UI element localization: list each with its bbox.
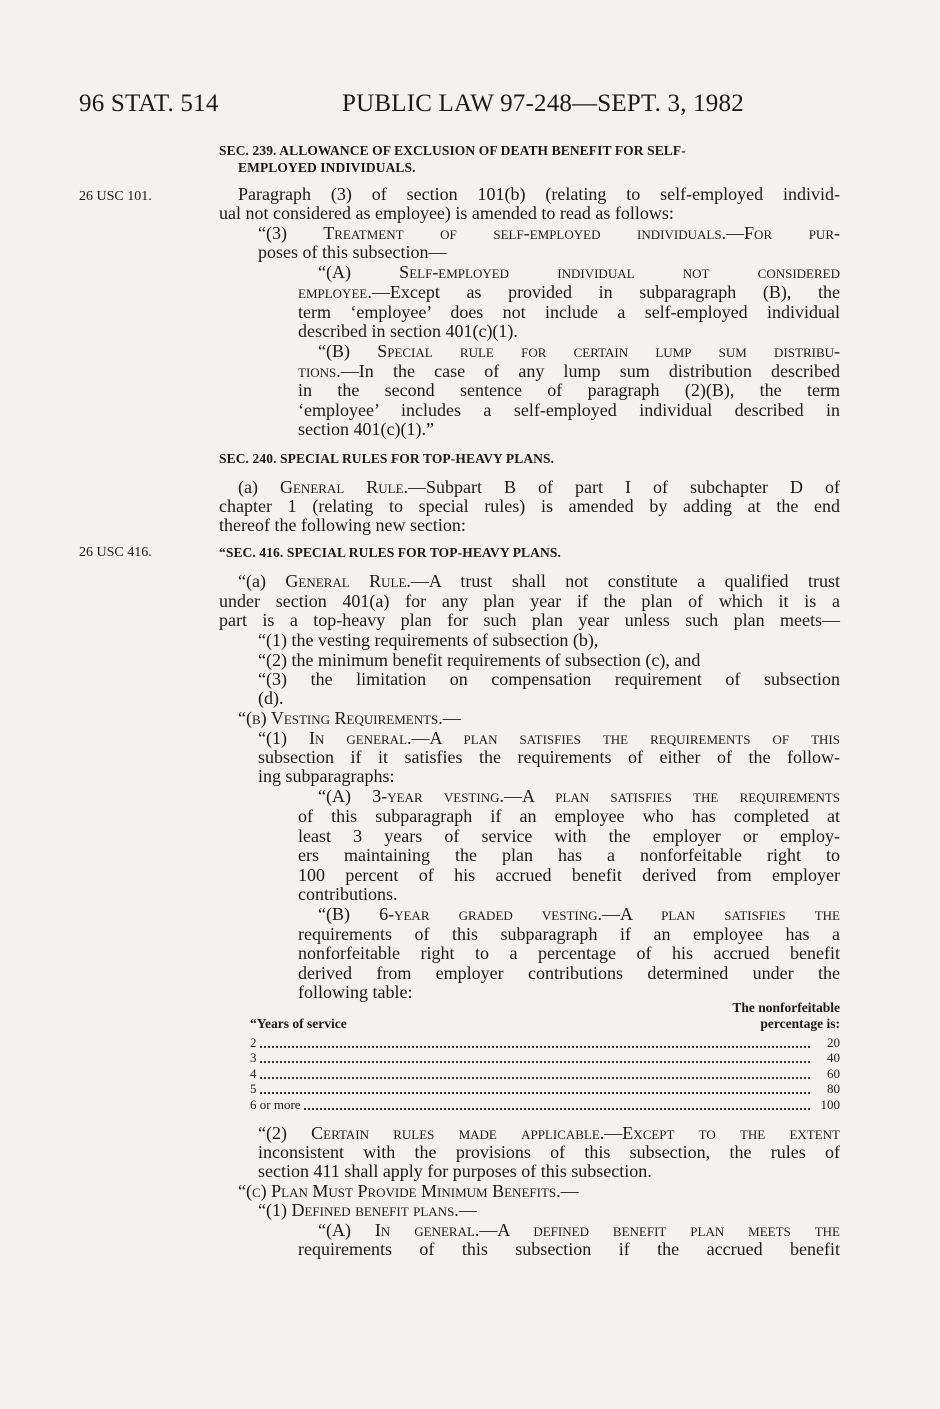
sec416-b2: “(2) Certain rules made applicable.—Except to the extent: [258, 1123, 840, 1143]
leader-dots: [256, 1046, 810, 1048]
table-row: [250, 1081, 840, 1096]
sec416-b1b-line: derived from employer contributions determined under the: [298, 963, 840, 983]
table-cell-years: 6 or more: [250, 1097, 301, 1112]
sec416-subsection-a-line: under section 401(a) for any plan year if the plan of which it is a: [219, 591, 840, 611]
sec239-intro-line: Paragraph (3) of section 101(b) (relating to self-employed individ-: [238, 184, 840, 204]
sec416-b1-line: subsection if it satisfies the requirements of either of the follow-: [258, 747, 840, 767]
section-416-heading: “SEC. 416. SPECIAL RULES FOR TOP-HEAVY PLANS.: [219, 545, 561, 560]
sec240-subsection-a: (a) General Rule.—Subpart B of part I of subchapter D of: [238, 477, 841, 497]
sec416-c1-heading: “(1) Defined benefit plans.—: [258, 1200, 477, 1220]
leader-dots: [256, 1092, 810, 1094]
sec416-item-1: “(1) the vesting requirements of subsection (b),: [258, 630, 599, 650]
table-column-percentage-cont: percentage is:: [760, 1016, 840, 1031]
sec239-subparagraph-a-line: employee.—Except as provided in subparagraph (B), the: [298, 282, 840, 302]
sec416-b1a-line: 100 percent of his accrued benefit derived from employer: [298, 865, 840, 885]
table-cell-years: 3: [250, 1050, 257, 1065]
sec416-b1b: “(B) 6-year graded vesting.—A plan satisfies the: [318, 904, 840, 924]
sec416-b1a: “(A) 3-year vesting.—A plan satisfies the requirements: [318, 786, 840, 806]
table-cell-percentage: 80: [824, 1081, 840, 1096]
sec416-b2-line: inconsistent with the provisions of this subsection, the rules of: [258, 1142, 840, 1162]
sec416-b1: “(1) In general.—A plan satisfies the requirements of this: [258, 728, 840, 748]
table-row: [250, 1035, 840, 1050]
sec416-item-2: “(2) the minimum benefit requirements of subsection (c), and: [258, 650, 701, 670]
leader-dots: [256, 1061, 810, 1063]
table-cell-years: 2: [250, 1035, 257, 1050]
section-240-heading: SEC. 240. SPECIAL RULES FOR TOP-HEAVY PLANS.: [219, 451, 555, 466]
sec239-subparagraph-b: “(B) Special rule for certain lump sum distribu-: [318, 341, 840, 361]
sec416-b1-line: ing subparagraphs:: [258, 766, 395, 786]
table-cell-percentage: 60: [824, 1066, 840, 1081]
sec416-b1a-line: least 3 years of service with the employer or employ-: [298, 826, 840, 846]
sec240-subsection-a-line: chapter 1 (relating to special rules) is amended by adding at the end: [219, 496, 840, 516]
table-column-percentage: The nonforfeitable: [732, 1000, 840, 1015]
sec239-subparagraph-a-line: described in section 401(c)(1).: [298, 321, 518, 341]
page-law-title: PUBLIC LAW 97-248—SEPT. 3, 1982: [342, 90, 744, 117]
sec239-subparagraph-a-line: term ‘employee’ does not include a self-employed individual: [298, 302, 840, 322]
sec416-item-3: “(3) the limitation on compensation requirement of subsection: [258, 669, 840, 689]
table-row: [250, 1050, 840, 1065]
sec416-c1a-line: requirements of this subsection if the accrued benefit: [298, 1239, 840, 1259]
sec239-subparagraph-b-line: ‘employee’ includes a self-employed individual described in: [298, 400, 840, 420]
sec239-subparagraph-b-line: tions.—In the case of any lump sum distribution described: [298, 361, 840, 381]
table-column-years-of-service: “Years of service: [250, 1016, 347, 1031]
table-cell-years: 4: [250, 1066, 257, 1081]
sec416-subsection-a: “(a) General Rule.—A trust shall not constitute a qualified trust: [238, 571, 841, 591]
sec416-b1a-line: of this subparagraph if an employee who has completed at: [298, 806, 840, 826]
sec416-c1a: “(A) In general.—A defined benefit plan meets the: [318, 1220, 840, 1240]
sec416-subsection-c-heading: “(c) Plan Must Provide Minimum Benefits.—: [238, 1181, 579, 1201]
sec239-subparagraph-b-line: in the second sentence of paragraph (2)(B), the term: [298, 380, 840, 400]
table-cell-percentage: 100: [818, 1097, 841, 1112]
sec240-subsection-a-line: thereof the following new section:: [219, 515, 466, 535]
sec416-b1a-line: contributions.: [298, 884, 398, 904]
section-239-heading: SEC. 239. ALLOWANCE OF EXCLUSION OF DEATH BENEFIT FOR SELF-: [219, 143, 686, 158]
sec416-item-3-cont: (d).: [258, 688, 284, 708]
table-cell-percentage: 40: [824, 1050, 840, 1065]
margin-note-usc-416: 26 USC 416.: [79, 545, 152, 560]
sec416-subsection-a-line: part is a top-heavy plan for such plan year unless such plan meets—: [219, 610, 840, 630]
sec239-paragraph-3: “(3) Treatment of self-employed individuals.—For pur-: [258, 223, 840, 243]
sec416-b1b-line: nonforfeitable right to a percentage of his accrued benefit: [298, 943, 840, 963]
leader-dots: [256, 1108, 810, 1110]
page-stat-number: 96 STAT. 514: [79, 90, 219, 117]
table-cell-years: 5: [250, 1081, 257, 1096]
sec416-b1a-line: ers maintaining the plan has a nonforfeitable right to: [298, 845, 840, 865]
sec239-paragraph-3-cont: poses of this subsection—: [258, 242, 447, 262]
sec239-subparagraph-a: “(A) Self-employed individual not considered: [318, 262, 840, 282]
table-row: [250, 1097, 840, 1112]
table-cell-percentage: 20: [824, 1035, 840, 1050]
leader-dots: [256, 1077, 810, 1079]
sec416-subsection-b-heading: “(b) Vesting Requirements.—: [238, 708, 461, 728]
sec239-subparagraph-b-line: section 401(c)(1).”: [298, 419, 434, 439]
margin-note-usc-101: 26 USC 101.: [79, 189, 152, 204]
sec416-b2-line: section 411 shall apply for purposes of this subsection.: [258, 1161, 652, 1181]
sec416-b1b-line: requirements of this subparagraph if an employee has a: [298, 924, 840, 944]
sec416-b1b-line: following table:: [298, 982, 413, 1002]
sec239-intro-line: ual not considered as employee) is amended to read as follows:: [219, 203, 674, 223]
table-row: [250, 1066, 840, 1081]
section-239-heading-cont: EMPLOYED INDIVIDUALS.: [238, 160, 416, 175]
